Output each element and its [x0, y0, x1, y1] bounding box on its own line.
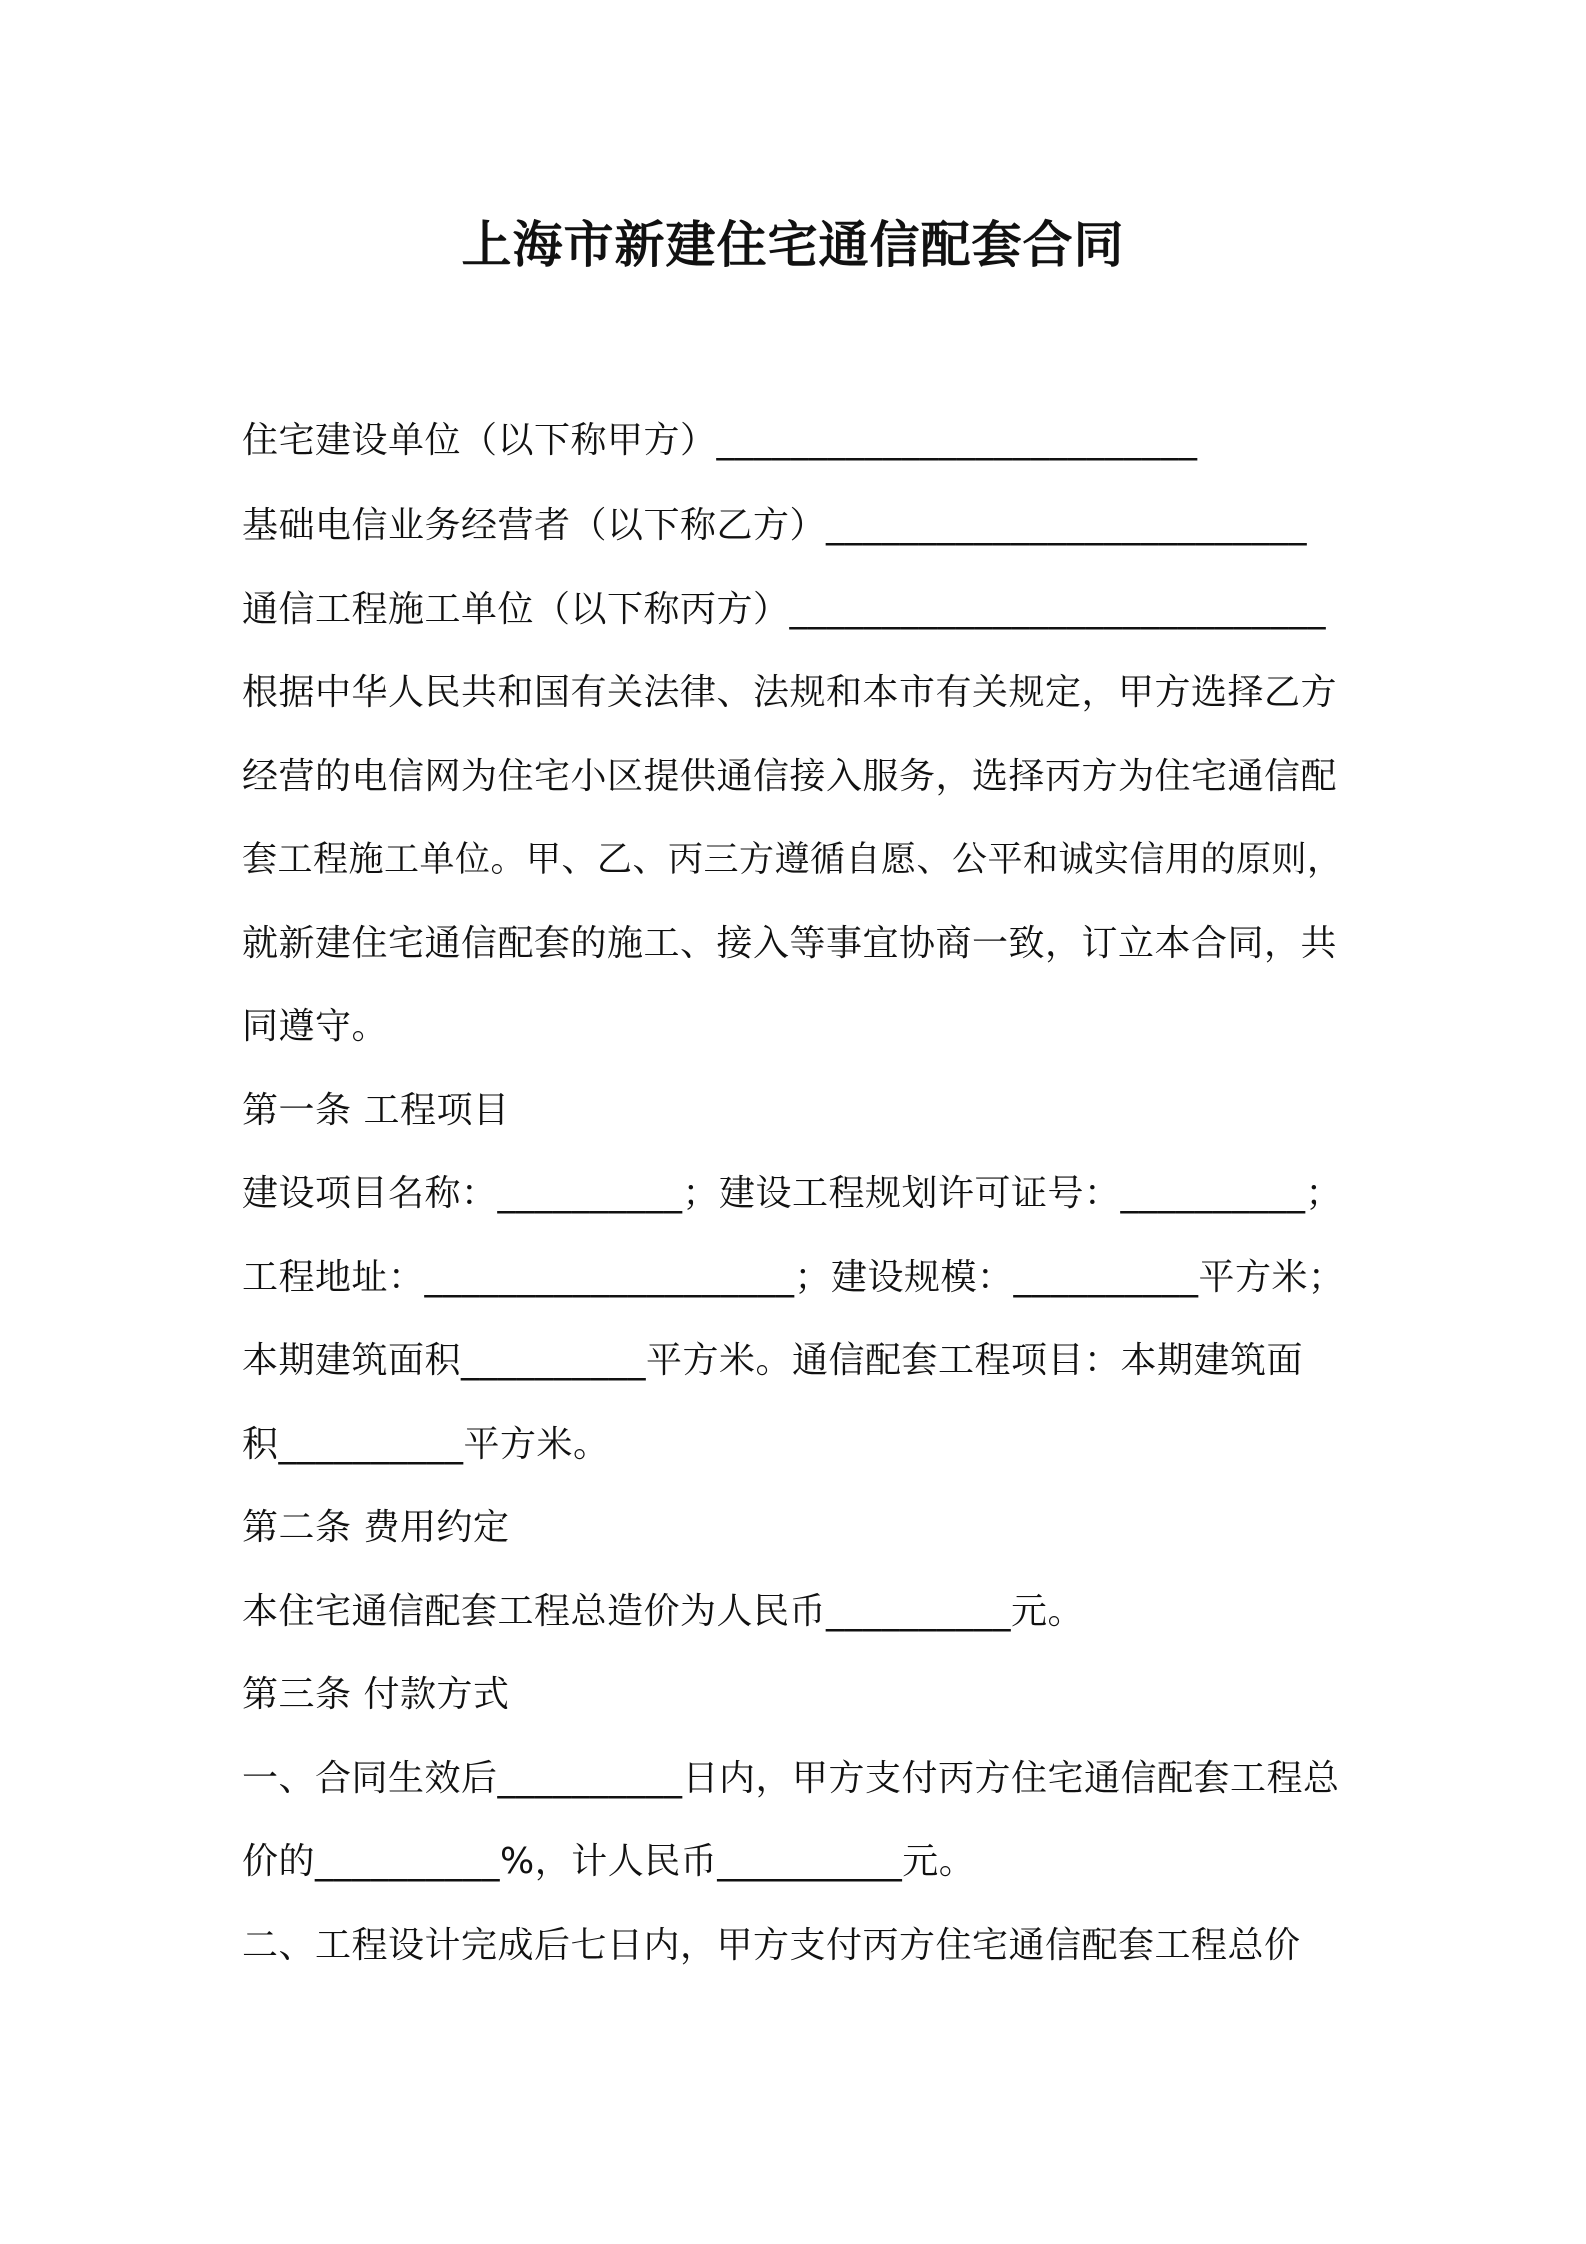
article-3-line-2: 价的__________%，计人民币__________元。 — [242, 1841, 976, 1882]
preamble-line-4: 就新建住宅通信配套的施工、接入等事宜协商一致，订立本合同，共 — [242, 923, 1338, 964]
article-3-line-3: 二、工程设计完成后七日内，甲方支付丙方住宅通信配套工程总价 — [242, 1925, 1301, 1966]
party-b-line: 基础电信业务经营者（以下称乙方）__________________________ — [242, 505, 1308, 546]
document-title: 上海市新建住宅通信配套合同 — [461, 216, 1125, 274]
party-a-line: 住宅建设单位（以下称甲方）__________________________ — [242, 420, 1198, 461]
article-1-line-3: 本期建筑面积__________平方米。通信配套工程项目：本期建筑面 — [242, 1340, 1304, 1381]
article-1-line-2: 工程地址：____________________；建设规模：__________平方米； — [242, 1257, 1345, 1298]
article-1-line-1: 建设项目名称：__________；建设工程规划许可证号：__________； — [242, 1173, 1343, 1214]
article-1-line-4: 积__________平方米。 — [242, 1424, 610, 1465]
preamble-line-1: 根据中华人民共和国有关法律、法规和本市有关规定，甲方选择乙方 — [242, 672, 1338, 713]
preamble-line-2: 经营的电信网为住宅小区提供通信接入服务，选择丙方为住宅通信配 — [242, 756, 1338, 797]
party-c-line: 通信工程施工单位（以下称丙方）_____________________________ — [242, 589, 1327, 630]
article-2-heading: 第二条 费用约定 — [242, 1507, 510, 1548]
article-1-heading: 第一条 工程项目 — [242, 1090, 510, 1131]
preamble-line-3: 套工程施工单位。甲、乙、丙三方遵循自愿、公平和诚实信用的原则， — [242, 840, 1343, 880]
article-3-heading: 第三条 付款方式 — [242, 1674, 510, 1715]
preamble-line-5: 同遵守。 — [242, 1006, 389, 1047]
article-2-line-1: 本住宅通信配套工程总造价为人民币__________元。 — [242, 1591, 1085, 1632]
article-3-line-1: 一、合同生效后__________日内，甲方支付丙方住宅通信配套工程总 — [242, 1758, 1340, 1799]
